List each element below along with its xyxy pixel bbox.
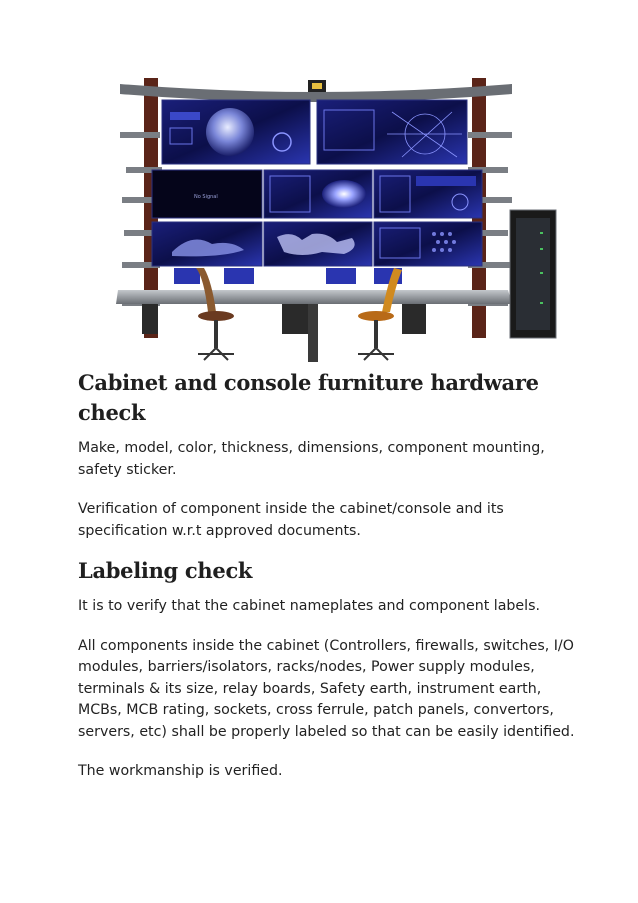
globe-graphic	[206, 108, 254, 156]
control-room-image	[112, 72, 562, 364]
paragraph-component-verification: Verification of component inside the cabinet/console and its specification w.r.t approved documents.	[78, 501, 504, 539]
section-heading-labeling-check: Labeling check	[78, 558, 253, 583]
control-room-illustration	[112, 72, 562, 364]
console-desk	[116, 290, 512, 304]
section-heading-hardware-check: Cabinet and console furniture hardware check	[78, 370, 539, 425]
paragraph-workmanship: The workmanship is verified.	[78, 763, 283, 779]
document-content	[78, 368, 578, 801]
desk-monitor-1	[174, 268, 200, 284]
paragraph-hardware-specs: Make, model, color, thickness, dimensions, component mounting, safety sticker.	[78, 440, 545, 478]
desk-monitor-3	[326, 268, 356, 284]
screen-no-signal-label: No Signal	[194, 194, 218, 200]
desk-monitor-2	[224, 268, 254, 284]
screen-bottom-right	[374, 222, 482, 266]
paragraph-labeling-components: All components inside the cabinet (Controllers, firewalls, switches, I/O modules, barriers/isolators, racks/nodes, Power supply modules, terminals & its size, relay boards, Safety earth, instrument earth, MCBs, MCB rating, sockets, cross ferrule, patch panels, convertors, servers, etc) shall be properly labeled so that can be easily identified.	[78, 637, 575, 740]
burst-graphic	[322, 180, 366, 208]
paragraph-labeling-intro: It is to verify that the cabinet nameplates and component labels.	[78, 598, 541, 614]
